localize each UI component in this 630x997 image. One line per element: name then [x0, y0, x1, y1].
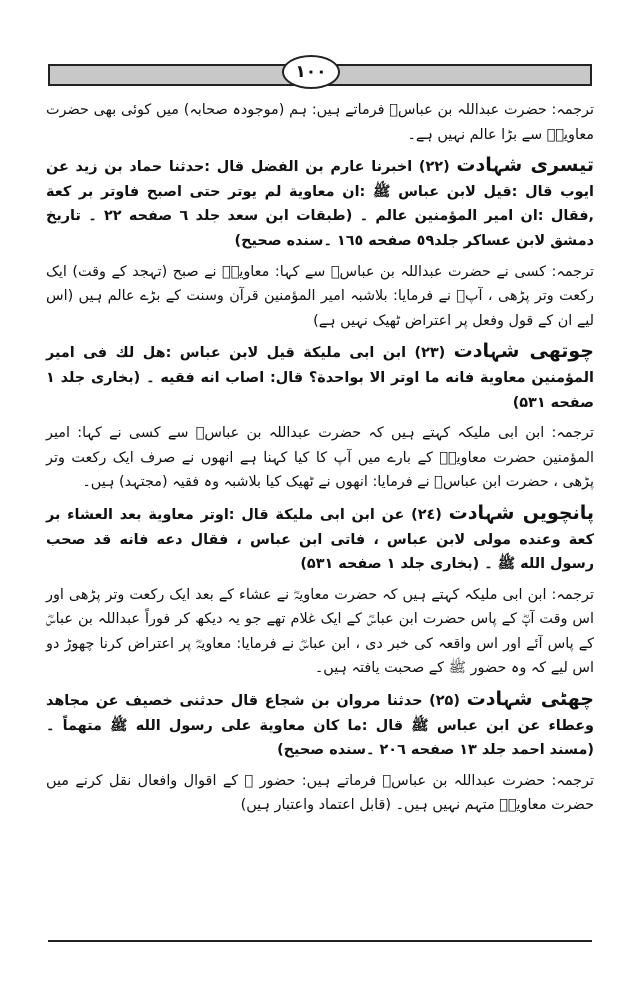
paragraph-text: (۲۵) حدثنا مروان بن شجاع قال حدثنی خصیف عن مجاهد وعطاء عن ابن عباس ﷺ قال :ما کان معاویة علی رسول الله ﷺ متهماً ۔ (مسند احمد جلد ۱۳ صفحه ۲۰٦ ۔سنده صحیح): [46, 693, 594, 759]
page-content: [46, 98, 594, 824]
paragraph-text: ترجمہ: حضرت عبداللہ بن عباسؓ فرماتے ہیں: حضور ﷺ کے اقوال وافعال نقل کرنے میں حضرت معاویہؓ متہم نہیں ہیں۔ (قابل اعتماد واعتبار ہیں): [46, 772, 594, 814]
testimony-heading: تیسری شہادت: [456, 154, 594, 177]
translation-paragraph: [46, 421, 594, 495]
paragraph-text: ترجمہ: کسی نے حضرت عبداللہ بن عباسؓ سے کہا: معاویہؓ نے صبح (تہجد کے وقت) ایک رکعت وتر پڑھی ، آپؓ نے فرمایا: بلاشبہ امیر المؤمنین قرآن وسنت کے بڑے عالم ہیں (اس لیے ان کے قول وفعل پر اعتراض ٹھیک نہیں ہے): [46, 263, 594, 329]
translation-paragraph: [46, 583, 594, 681]
testimony-heading: چھٹی شہادت: [466, 688, 594, 711]
paragraph-text: (۲٤) عن ابن ابی ملیکة قال :اوتر معاویة بعد العشاء بر کعة وعنده مولی لابن عباس ، فاتی ابن عباس ، فقال دعه فانه قد صحب رسول الله ﷺ ۔ (بخاری جلد ۱ صفحه ۵۳۱): [46, 506, 594, 573]
paragraph-text: ترجمہ: ابن ابی ملیکہ کہتے ہیں کہ حضرت معاویہؓ نے عشاء کے بعد ایک رکعت وتر پڑھی اور اس وقت آپؓ کے پاس حضرت ابن عباسؓ کے ایک غلام تھے جو یہ دیکھ کر فوراً عبداللہ بن عباسؓ کے پاس آئے اور اس واقعہ کی خبر دی ، ابن عباسؓ نے فرمایا: معاویہؓ پر اعتراض کرنا چھوڑ دو اس لیے کہ وہ حضور ﷺ کے صحبت یافتہ ہیں۔: [46, 586, 594, 677]
translation-paragraph: [46, 260, 594, 334]
translation-paragraph: [46, 769, 594, 818]
bottom-divider: [48, 940, 592, 942]
testimony-heading: چوتھی شہادت: [453, 340, 594, 363]
testimony-paragraph: [46, 687, 594, 763]
page-number: ۱۰۰: [282, 55, 340, 89]
paragraph-text: (۲۳) ابن ابی ملیکة قیل لابن عباس :هل لك فی امیر المؤمنین معاویة فانه ما اوتر الا بواحدة؟ قال: اصاب انه فقیه ۔ (بخاری جلد ۱ صفحه ۵۳۱): [46, 345, 594, 411]
testimony-paragraph: [46, 501, 594, 577]
testimony-paragraph: [46, 339, 594, 415]
paragraph-text: (۲۲) اخبرنا عارم بن الفضل قال :حدثنا حماد بن زید عن ایوب قال :قیل لابن عباس ﷺ :ان معاویة لم یوتر حتی اصبح فاوتر بر کعة ,فقال :ان امیر المؤمنین عالم ۔ (طبقات ابن سعد جلد ٦ صفحه ٢٢ ۔ تاریخ دمشق لابن عساکر جلد٥٩ صفحه ١٦٥ ۔سنده صحیح): [46, 159, 594, 249]
testimony-paragraph: [46, 153, 594, 253]
paragraph-text: ترجمہ: ابن ابی ملیکہ کہتے ہیں کہ حضرت عبداللہ بن عباسؓ سے کسی نے کہا: امیر المؤمنین حضرت معاویہؓ کے بارے میں آپ کا کیا کہنا ہے انھوں نے صرف ایک رکعت وتر پڑھی ، حضرت ابن عباسؓ نے فرمایا: انھوں نے ٹھیک کیا بلاشبہ وہ فقیہ (مجتہد) ہیں۔: [46, 425, 594, 491]
testimony-heading: پانچویں شہادت: [448, 501, 595, 524]
translation-paragraph: [46, 98, 594, 147]
paragraph-text: ترجمہ: حضرت عبداللہ بن عباسؓ فرماتے ہیں: ہم (موجودہ صحابہ) میں کوئی بھی حضرت معاویہؓ سے بڑا عالم نہیں ہے۔: [46, 102, 594, 143]
